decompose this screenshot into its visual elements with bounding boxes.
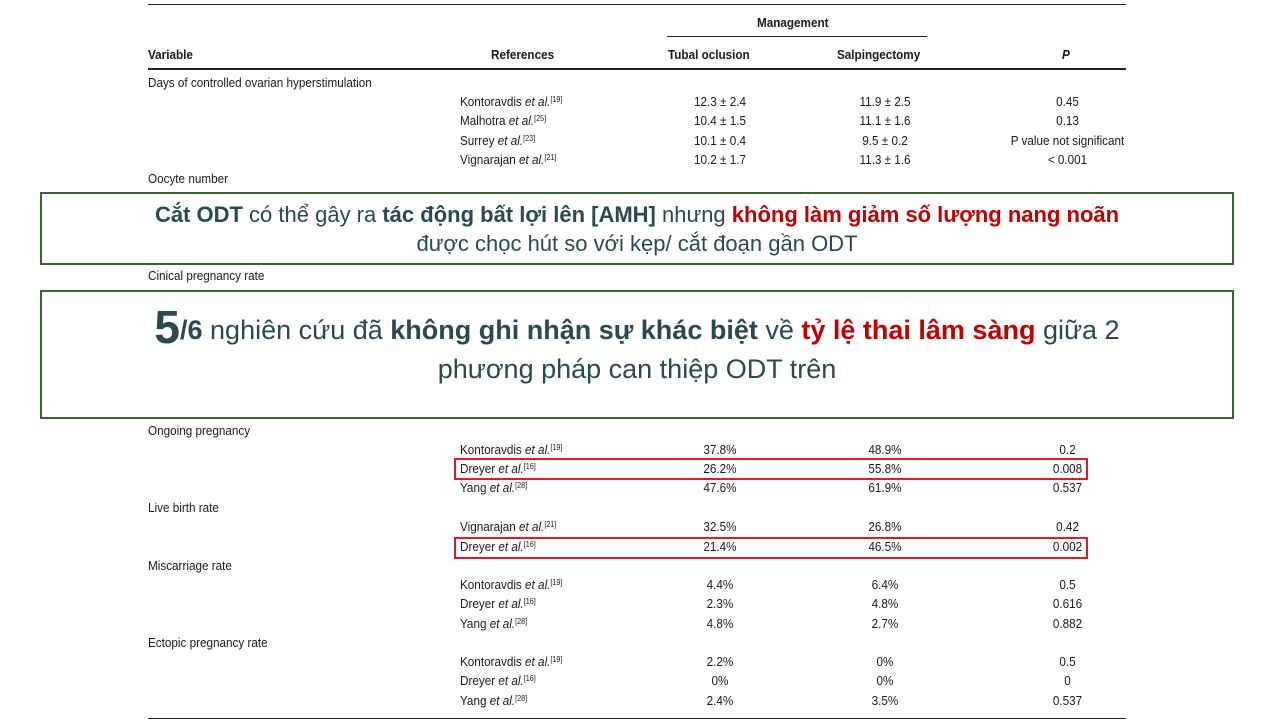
p-value: 0.882 bbox=[1052, 616, 1083, 631]
tubal-value: 4.8% bbox=[706, 616, 734, 631]
tubal-value: 10.4 ± 1.5 bbox=[694, 113, 746, 128]
p-value: 0.008 bbox=[1052, 461, 1083, 476]
salp-value: 3.5% bbox=[871, 693, 899, 708]
reference-cell: Dreyer et al.[16] bbox=[460, 539, 536, 554]
callout-clinical-pregnancy bbox=[40, 290, 1234, 419]
reference-cell: Malhotra et al.[25] bbox=[460, 113, 547, 128]
tubal-value: 4.4% bbox=[706, 577, 734, 592]
reference-cell: Yang et al.[28] bbox=[460, 616, 528, 631]
tubal-value: 32.5% bbox=[703, 519, 737, 534]
tubal-value: 21.4% bbox=[703, 539, 737, 554]
reference-cell: Kontoravdis et al.[19] bbox=[460, 94, 563, 109]
p-value: 0.2 bbox=[1059, 442, 1076, 457]
reference-cell: Dreyer et al.[16] bbox=[460, 461, 536, 476]
references-header: References bbox=[491, 47, 555, 62]
salp-value: 6.4% bbox=[871, 577, 899, 592]
reference-cell: Vignarajan et al.[21] bbox=[460, 152, 557, 167]
management-span-rule bbox=[667, 36, 927, 37]
reference-cell: Yang et al.[28] bbox=[460, 480, 528, 495]
salp-value: 0% bbox=[876, 654, 894, 669]
tubal-value: 47.6% bbox=[703, 480, 737, 495]
salp-value: 48.9% bbox=[868, 442, 902, 457]
p-value: 0.5 bbox=[1059, 654, 1076, 669]
salp-value: 11.1 ± 1.6 bbox=[859, 113, 911, 128]
tubal-value: 2.2% bbox=[706, 654, 734, 669]
reference-cell: Kontoravdis et al.[19] bbox=[460, 654, 563, 669]
p-value: < 0.001 bbox=[1047, 152, 1088, 167]
section-label: Live birth rate bbox=[148, 500, 219, 515]
reference-cell: Dreyer et al.[16] bbox=[460, 673, 536, 688]
callout-amh-line2: được chọc hút so với kẹp/ cắt đoạn gần ODT bbox=[416, 231, 858, 256]
salp-value: 2.7% bbox=[871, 616, 899, 631]
tubal-value: 10.1 ± 0.4 bbox=[694, 133, 746, 148]
section-label: Oocyte number bbox=[148, 171, 228, 186]
p-value: 0.002 bbox=[1052, 539, 1083, 554]
reference-cell: Kontoravdis et al.[19] bbox=[460, 577, 563, 592]
section-label: Days of controlled ovarian hyperstimulation bbox=[148, 75, 372, 90]
reference-cell: Kontoravdis et al.[19] bbox=[460, 442, 563, 457]
reference-cell: Dreyer et al.[16] bbox=[460, 596, 536, 611]
section-label: Ectopic pregnancy rate bbox=[148, 635, 268, 650]
salpingectomy-header: Salpingectomy bbox=[837, 47, 921, 62]
callout-amh bbox=[40, 192, 1234, 265]
reference-cell: Surrey et al.[23] bbox=[460, 133, 536, 148]
salp-value: 4.8% bbox=[871, 596, 899, 611]
p-value: 0.5 bbox=[1059, 577, 1076, 592]
section-label: Ongoing pregnancy bbox=[148, 423, 251, 438]
p-value: 0.616 bbox=[1052, 596, 1083, 611]
salp-value: 9.5 ± 0.2 bbox=[862, 133, 908, 148]
section-label: Cinical pregnancy rate bbox=[148, 268, 265, 283]
p-header: P bbox=[1062, 47, 1070, 62]
reference-cell: Yang et al.[28] bbox=[460, 693, 528, 708]
table-bottom-rule bbox=[148, 718, 1126, 719]
callout-clinical-line2: phương pháp can thiệp ODT trên bbox=[437, 354, 837, 384]
highlight-box-livebirth-dreyer bbox=[454, 537, 1088, 559]
p-value: P value not significant bbox=[1010, 133, 1125, 148]
section-label: Miscarriage rate bbox=[148, 558, 232, 573]
p-value: 0.42 bbox=[1056, 519, 1079, 534]
p-value: 0.537 bbox=[1052, 480, 1083, 495]
salp-value: 0% bbox=[876, 673, 894, 688]
table-top-rule bbox=[148, 4, 1126, 5]
salp-value: 11.9 ± 2.5 bbox=[859, 94, 911, 109]
tubal-value: 26.2% bbox=[703, 461, 737, 476]
table-header-rule bbox=[148, 68, 1126, 70]
tubal-value: 12.3 ± 2.4 bbox=[694, 94, 746, 109]
salp-value: 11.3 ± 1.6 bbox=[859, 152, 911, 167]
p-value: 0.13 bbox=[1056, 113, 1079, 128]
highlight-box-ongoing-dreyer bbox=[454, 458, 1088, 480]
tubal-value: 37.8% bbox=[703, 442, 737, 457]
tubal-value: 0% bbox=[711, 673, 729, 688]
salp-value: 55.8% bbox=[868, 461, 902, 476]
tubal-header: Tubal oclusion bbox=[668, 47, 750, 62]
salp-value: 61.9% bbox=[868, 480, 902, 495]
callout-amh-line1: Cắt ODT có thể gây ra tác động bất lợi lên [AMH] nhưng không làm giảm số lượng nang noãn bbox=[154, 202, 1120, 227]
p-value: 0.537 bbox=[1052, 693, 1083, 708]
salp-value: 26.8% bbox=[868, 519, 902, 534]
management-header: Management bbox=[757, 15, 829, 30]
tubal-value: 2.3% bbox=[706, 596, 734, 611]
tubal-value: 2.4% bbox=[706, 693, 734, 708]
salp-value: 46.5% bbox=[868, 539, 902, 554]
callout-clinical-line1: 5/6 nghiên cứu đã không ghi nhận sự khác biệt về tỷ lệ thai lâm sàng giữa 2 bbox=[154, 301, 1120, 353]
tubal-value: 10.2 ± 1.7 bbox=[694, 152, 746, 167]
variable-header: Variable bbox=[148, 47, 193, 62]
reference-cell: Vignarajan et al.[21] bbox=[460, 519, 557, 534]
p-value: 0.45 bbox=[1056, 94, 1079, 109]
p-value: 0 bbox=[1064, 673, 1071, 688]
